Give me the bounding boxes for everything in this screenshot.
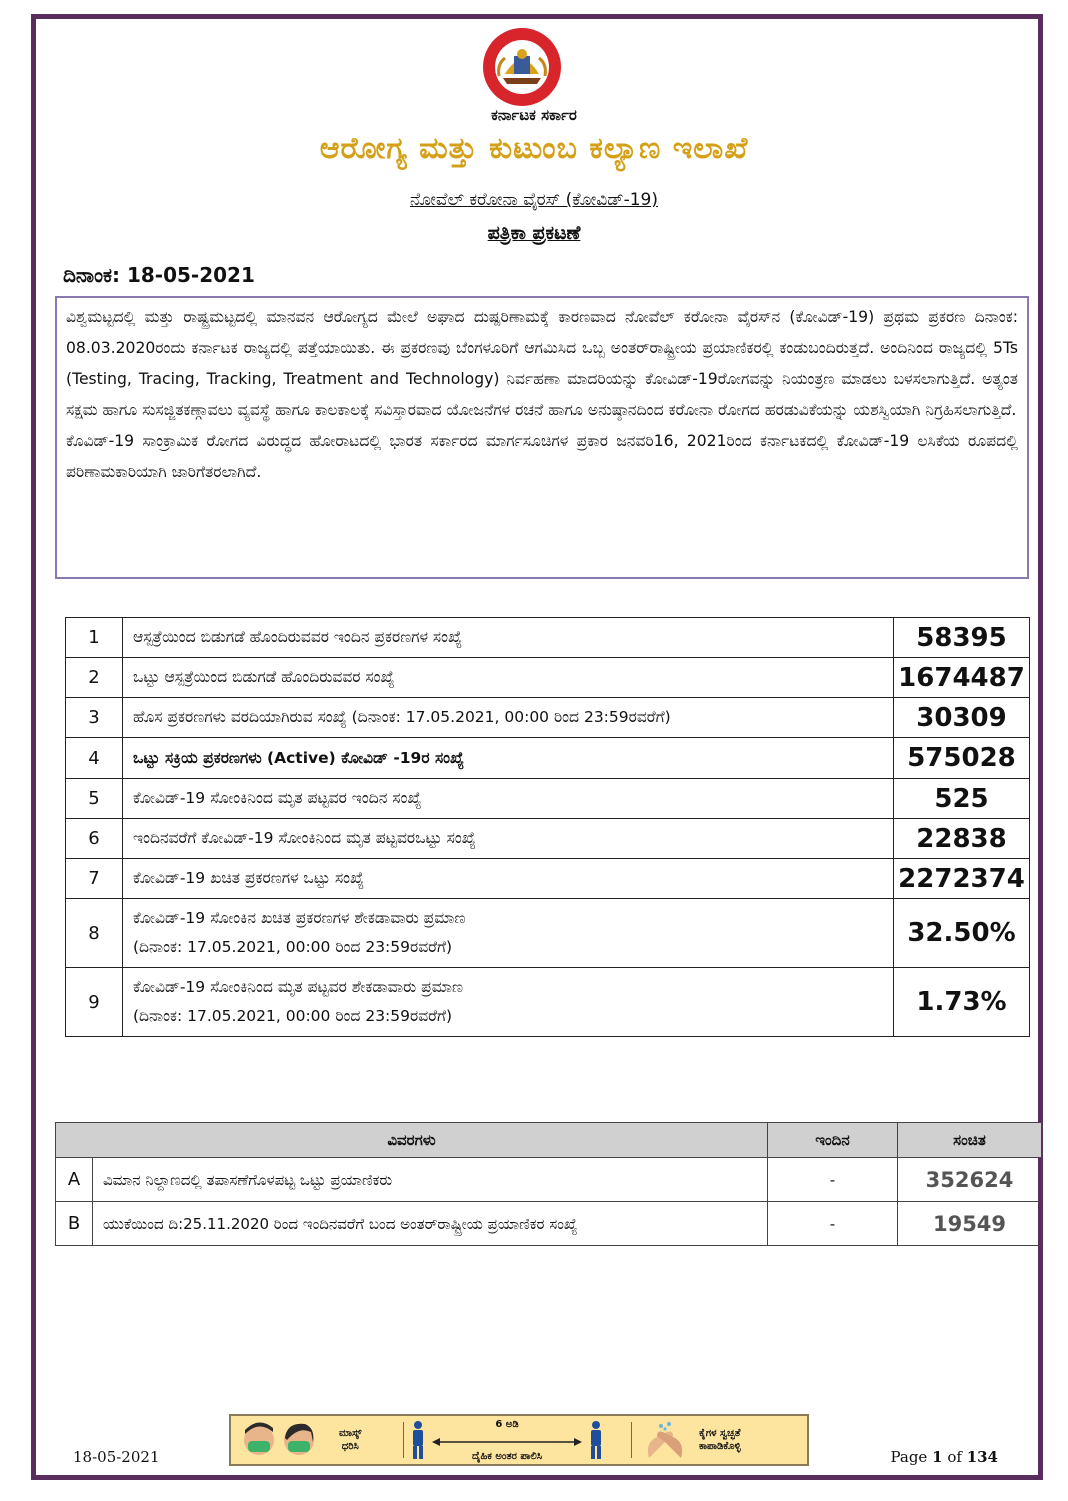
row-today-value: -: [768, 1202, 898, 1246]
row-description: [123, 698, 894, 738]
person-icon: [587, 1420, 605, 1460]
row-description-text: ಕೋವಿಡ್-19 ಸೋಂಕಿನ ಖಚಿತ ಪ್ರಕರಣಗಳ ಶೇಕಡಾವಾರು ಪ್ರಮಾಣ: [133, 909, 466, 927]
person-icon: [409, 1420, 427, 1460]
date-value: 18-05-2021: [126, 263, 255, 287]
date-label: ದಿನಾಂಕ:: [63, 263, 120, 287]
stats-row: [66, 698, 1030, 738]
row-description: [123, 738, 894, 779]
travel-header-row: [56, 1123, 1042, 1158]
row-value: 525: [894, 779, 1030, 819]
handwash-icon: [643, 1420, 687, 1460]
distance-top-text: 6 ಅಡಿ: [495, 1418, 519, 1430]
stats-row: [66, 779, 1030, 819]
row-number: 6: [66, 819, 123, 859]
stats-row: [66, 859, 1030, 899]
travel-row: [56, 1158, 1042, 1202]
row-number: 2: [66, 658, 123, 698]
row-description: [123, 779, 894, 819]
intro-paragraph-1: ವಿಶ್ವಮಟ್ಟದಲ್ಲಿ ಮತ್ತು ರಾಷ್ಟ್ರಮಟ್ಟದಲ್ಲಿ ಮಾನವನ ಆರೋಗ್ಯದ ಮೇಲೆ ಅಘಾದ ದುಷ್ಪರಿಣಾಮಕ್ಕೆ ಕಾರಣವಾದ ನೋವೆಲ್ ಕರೋನಾ ವೈರಸ್‌ನ (ಕೋವಿಡ್-19) ಪ್ರಥಮ ಪ್ರಕರಣ ದಿನಾಂಕ: 08.03.2020ರಂದು ಕರ್ನಾಟಕ ರಾಜ್ಯದಲ್ಲಿ ಪತ್ತೆಯಾಯಿತು. ಈ ಪ್ರಕರಣವು ಬೆಂಗಳೂರಿಗೆ ಆಗಮಿಸಿದ ಒಬ್ಬ ಅಂತರ್‌ರಾಷ್ಟ್ರೀಯ ಪ್ರಯಾಣಿಕರಲ್ಲಿ ಕಂಡುಬಂದಿರುತ್ತದೆ. ಅಂದಿನಿಂದ ರಾಜ್ಯದಲ್ಲಿ 5Ts (Testing, Tracing, Tracking, Treatment and Technology) ನಿರ್ವಹಣಾ ಮಾದರಿಯನ್ನು ಕೋವಿಡ್-19ರೋಗವನ್ನು ನಿಯಂತ್ರಣ ಮಾಡಲು ಬಳಸಲಾಗುತ್ತಿದೆ. ಅತ್ಯಂತ ಸಕ್ಷಮ ಹಾಗೂ ಸುಸಜ್ಜಿತಕಣ್ಗಾವಲು ವ್ಯವಸ್ಥೆ ಹಾಗೂ ಕಾಲಕಾಲಕ್ಕೆ ಸವಿಸ್ತಾರವಾದ ಯೋಜನೆಗಳ ರಚನೆ ಹಾಗೂ ಅನುಷ್ಠಾನದಿಂದ ಕರೋನಾ ರೋಗದ ಹರಡುವಿಕೆಯನ್ನು ಯಶಸ್ವಿಯಾಗಿ ನಿಗ್ರಹಿಸಲಾಗುತ್ತಿದೆ.: [66, 308, 1018, 419]
row-number: 1: [66, 618, 123, 658]
stats-row: [66, 899, 1030, 968]
hands-text-line1: ಕೈಗಳ ಸ್ವಚ್ಛತೆ: [699, 1428, 741, 1439]
row-description: ಯುಕೆಯಿಂದ ದಿ:25.11.2020 ರಿಂದ ಇಂದಿನವರೆಗೆ ಬಂದ ಅಂತರ್‌ರಾಷ್ಟ್ರೀಯ ಪ್ರಯಾಣಿಕರ ಸಂಖ್ಯೆ: [93, 1202, 768, 1246]
page-number: [890, 1448, 998, 1466]
row-today-value: -: [768, 1158, 898, 1202]
mask-text-line2: ಧರಿಸಿ: [341, 1441, 359, 1452]
intro-paragraph-2: ಕೊವಿಡ್-19 ಸಾಂಕ್ರಾಮಿಕ ರೋಗದ ವಿರುದ್ಧದ ಹೋರಾಟದಲ್ಲಿ ಭಾರತ ಸರ್ಕಾರದ ಮಾರ್ಗಸೂಚಿಗಳ ಪ್ರಕಾರ ಜನವರಿ16, 2021ರಿಂದ ಕರ್ನಾಟಕದಲ್ಲಿ ಕೋವಿಡ್-19 ಲಸಿಕೆಯ ರೂಪದಲ್ಲಿ ಪರಿಣಾಮಕಾರಿಯಾಗಿ ಜಾರಿಗೆತರಲಾಗಿದೆ.: [66, 432, 1018, 481]
row-value: 22838: [894, 819, 1030, 859]
row-description-text: ಹೊಸ ಪ್ರಕರಣಗಳು ವರದಿಯಾಗಿರುವ ಸಂಖ್ಯೆ (ದಿನಾಂಕ: 17.05.2021, 00:00 ರಿಂದ 23:59ರವರೆಗೆ): [133, 708, 671, 726]
distance-section: [409, 1416, 619, 1464]
row-letter: B: [56, 1202, 93, 1246]
stats-row: [66, 658, 1030, 698]
row-description: [123, 859, 894, 899]
row-description: [123, 899, 894, 968]
row-value: 30309: [894, 698, 1030, 738]
row-description-text: ಇಂದಿನವರೆಗೆ ಕೋವಿಡ್-19 ಸೋಂಕಿನಿಂದ ಮೃತ ಪಟ್ಟವರಒಟ್ಟು ಸಂಖ್ಯೆ: [133, 829, 476, 847]
mask-text-line1: ಮಾಸ್ಕ್: [339, 1428, 362, 1439]
row-number: 7: [66, 859, 123, 899]
subject-heading: ನೋವೆಲ್ ಕರೋನಾ ವೈರಸ್ (ಕೋವಿಡ್-19): [409, 190, 659, 210]
row-number: 8: [66, 899, 123, 968]
header-details: ವಿವರಗಳು: [56, 1123, 768, 1158]
page-of: of: [947, 1448, 962, 1466]
row-value: 1.73%: [894, 968, 1030, 1037]
intro-box: [55, 296, 1029, 579]
karnataka-emblem-icon: [467, 26, 577, 108]
row-description-text: ಆಸ್ಪತ್ರೆಯಿಂದ ಬಿಡುಗಡೆ ಹೊಂದಿರುವವರ ಇಂದಿನ ಪ್ರಕರಣಗಳ ಸಂಖ್ಯೆ: [133, 628, 463, 646]
header-today: ಇಂದಿನ: [768, 1123, 898, 1158]
row-description: [123, 658, 894, 698]
row-description-subtext: (ದಿನಾಂಕ: 17.05.2021, 00:00 ರಿಂದ 23:59ರವರೆಗೆ): [133, 938, 453, 956]
press-release-heading: ಪತ್ರಿಕಾ ಪ್ರಕಟಣೆ: [487, 222, 581, 244]
row-letter: A: [56, 1158, 93, 1202]
distance-bottom-text: ದೈಹಿಕ ಅಂತರ ಪಾಲಿಸಿ: [471, 1450, 543, 1462]
row-number: 3: [66, 698, 123, 738]
government-name: ಕರ್ನಾಟಕ ಸರ್ಕಾರ: [491, 106, 577, 124]
stats-row: [66, 968, 1030, 1037]
stats-row: [66, 618, 1030, 658]
distance-label: [427, 1418, 587, 1463]
safety-banner: [229, 1414, 809, 1466]
bulletin-date: [63, 263, 255, 287]
handwash-section: [643, 1416, 803, 1464]
row-description-subtext: (ದಿನಾಂಕ: 17.05.2021, 00:00 ರಿಂದ 23:59ರವರೆಗೆ): [133, 1007, 453, 1025]
row-number: 9: [66, 968, 123, 1037]
mask-section: [239, 1416, 399, 1464]
banner-divider: [403, 1422, 404, 1458]
row-cumulative-value: 352624: [898, 1158, 1042, 1202]
travel-row: [56, 1202, 1042, 1246]
row-number: 5: [66, 779, 123, 819]
row-description-text: ಕೋವಿಡ್-19 ಖಚಿತ ಪ್ರಕರಣಗಳ ಒಟ್ಟು ಸಂಖ್ಯೆ: [133, 869, 365, 887]
row-description-text: ಒಟ್ಟು ಆಸ್ಪತ್ರೆಯಿಂದ ಬಿಡುಗಡೆ ಹೊಂದಿರುವವರ ಸಂಖ್ಯೆ: [133, 668, 395, 686]
row-description: [123, 968, 894, 1037]
stats-row: [66, 819, 1030, 859]
row-number: 4: [66, 738, 123, 779]
department-title: ಆರೋಗ್ಯ ಮತ್ತು ಕುಟುಂಬ ಕಲ್ಯಾಣ ಇಲಾಖೆ: [319, 131, 749, 166]
stats-table: [65, 617, 1030, 1037]
row-value: 32.50%: [894, 899, 1030, 968]
hands-text-line2: ಕಾಪಾಡಿಕೊಳ್ಳಿ: [699, 1441, 741, 1452]
page-current: 1: [932, 1448, 943, 1466]
row-value: 2272374: [894, 859, 1030, 899]
row-description: [123, 819, 894, 859]
footer-date: 18-05-2021: [73, 1448, 160, 1466]
row-value: 58395: [894, 618, 1030, 658]
row-description-text: ಕೋವಿಡ್-19 ಸೋಂಕಿನಿಂದ ಮೃತ ಪಟ್ಟವರ ಶೇಕಡಾವಾರು ಪ್ರಮಾಣ: [133, 978, 463, 996]
row-description: ವಿಮಾನ ನಿಲ್ದಾಣದಲ್ಲಿ ತಪಾಸಣೆಗೊಳಪಟ್ಟ ಒಟ್ಟು ಪ್ರಯಾಣಿಕರು: [93, 1158, 768, 1202]
stats-row: [66, 738, 1030, 779]
row-description-text: ಕೋವಿಡ್-19 ಸೋಂಕಿನಿಂದ ಮೃತ ಪಟ್ಟವರ ಇಂದಿನ ಸಂಖ್ಯೆ: [133, 789, 422, 807]
row-description-text: ಒಟ್ಟು ಸಕ್ರಿಯ ಪ್ರಕರಣಗಳು (Active) ಕೋವಿಡ್ -19ರ ಸಂಖ್ಯೆ: [133, 748, 465, 767]
banner-divider: [631, 1422, 632, 1458]
double-arrow-icon: [432, 1438, 582, 1446]
page-total: 134: [966, 1448, 998, 1466]
page-prefix: Page: [890, 1448, 928, 1466]
header-cumulative: ಸಂಚಿತ: [898, 1123, 1042, 1158]
row-value: 575028: [894, 738, 1030, 779]
row-cumulative-value: 19549: [898, 1202, 1042, 1246]
travel-table: [55, 1122, 1042, 1246]
row-value: 1674487: [894, 658, 1030, 698]
masked-faces-icon: [239, 1420, 323, 1460]
row-description: [123, 618, 894, 658]
